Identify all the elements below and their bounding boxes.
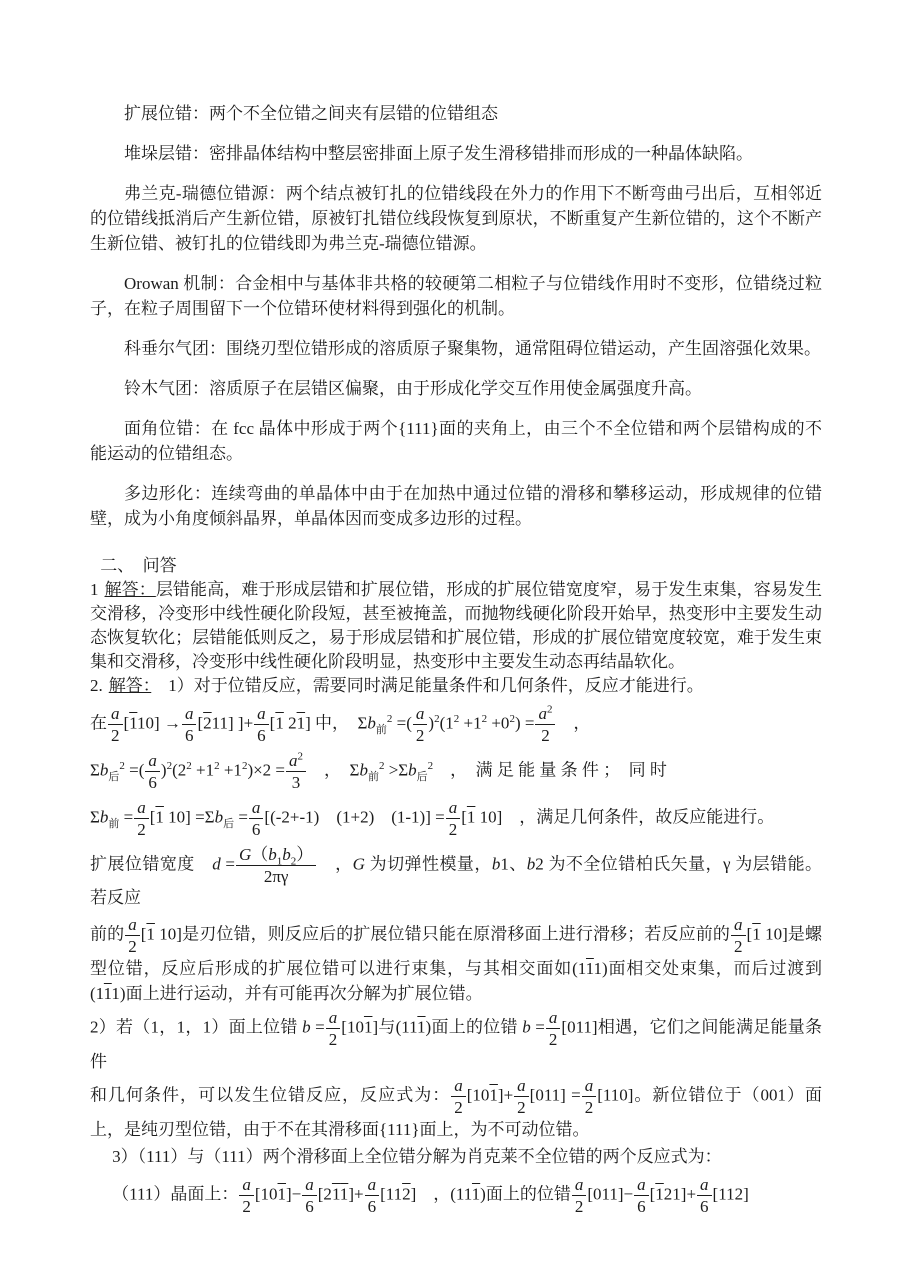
fraction: $\frac{a}{2}$ (238, 1175, 255, 1216)
overline-digit: 1 (585, 959, 594, 979)
fraction: $\frac{a^2}{2}$ (534, 704, 556, 745)
overline-digit: 1 (466, 807, 476, 827)
definition-paragraph: 弗兰克-瑞德位错源：两个结点被钉扎的位错线段在外力的作用下不断弯曲弓出后，互相邻近的位错线抵消后产生新位错，原被钉扎错位线段恢复到原状，不断重复产生新位错的，这个不断产生新位错、被钉扎的位错线即为弗兰克-瑞德位错源。 (90, 184, 822, 253)
fraction: $\frac{a}{2}$ (445, 798, 462, 839)
overline-digit: 1 (129, 713, 138, 733)
fraction: $\frac{a}{2}$ (450, 1076, 467, 1117)
formula-paragraph: 前的 $\frac{a}{2}$ [1 10]是刃位错，则反应后的扩展位错只能在原滑移面上进行滑移；若反应前的 $\frac{a}{2}$ [1 10]是螺型位错，反应后形成的扩展位错可以进行束集，与其相交面如(111)面相交处束集，而后过渡到(111)面上进行运动，并有可能再次分解为扩展位错。 (90, 915, 822, 1004)
formula-line: $\Sigma b_前$ = $\frac{a}{2}$ [1 $10] =\Sigma b_后$ = $\frac{a}{6}$ [(-2+-1) (1+2) (1-1)] = $\frac{a}{2}$ [1 10] ，满足几何条件，故反应能进行。 (90, 798, 775, 840)
fraction: $\frac{a}{6}$ (181, 704, 198, 745)
definition-paragraph: 面角位错：在 fcc 晶体中形成于两个{111}面的夹角上，由三个不全位错和两个层错构成的不能运动的位错组态。 (90, 419, 822, 463)
fraction: $\frac{G(b_1b_2)}{2\pi\gamma}$ (235, 845, 317, 886)
fraction: $\frac{a}{2}$ (571, 1175, 588, 1216)
fraction: $\frac{a}{2}$ (581, 1076, 598, 1117)
overline-digit: 1 (752, 924, 761, 944)
answer-paragraph: 2. 解答： 1）对于位错反应，需要同时满足能量条件和几何条件，反应才能进行。 (90, 676, 704, 695)
overline-digit: 1 (489, 1085, 498, 1105)
definition-paragraph: 科垂尔气团：围绕刃型位错形成的溶质原子聚集物，通常阻碍位错运动，产生固溶强化效果。 (124, 339, 821, 358)
formula-line: （111）晶面上： $\frac{a}{2}$ [101]− $\frac{a}{6}$ [211]+ $\frac{a}{6}$ [112] ，(111)面上的位错 $\frac{a}{2}$ [011]− $\frac{a}{6}$ [121]+ $\frac{a}{6}$ [112] (112, 1175, 749, 1217)
overline-digit: 1 (277, 1184, 287, 1204)
overline-digit: 1 (146, 924, 155, 944)
definition-paragraph: 铃木气团：溶质原子在层错区偏聚，由于形成化学交互作用使金属强度升高。 (124, 379, 702, 398)
document-content (90, 86, 822, 1223)
fraction: $\frac{a}{2}$ (325, 1008, 342, 1049)
fraction: $\frac{a}{6}$ (144, 751, 161, 792)
fraction: $\frac{a}{6}$ (633, 1175, 650, 1216)
fraction: $\frac{a}{2}$ (107, 704, 124, 745)
overline-digit: 1 (363, 1017, 373, 1037)
formula-paragraph: 3）（111）与（111）两个滑移面上全位错分解为肖克莱不全位错的两个反应式为： (112, 1147, 722, 1167)
overline-digit: 1 (275, 713, 284, 733)
answer-number: 2. (90, 676, 103, 695)
overline-digit: 1 (655, 1184, 664, 1204)
overline-digit: 1 (417, 1017, 426, 1037)
overline-digit: 1 (103, 984, 112, 1004)
overline-digit: 2 (402, 1184, 411, 1204)
fraction: $\frac{a}{2}$ (133, 798, 150, 839)
fraction: $\frac{a}{2}$ (124, 915, 141, 956)
answer-label-underlined: 解答： (104, 580, 156, 599)
overline-digit: 1 (331, 1184, 341, 1204)
fraction: $\frac{a}{6}$ (364, 1175, 381, 1216)
definition-paragraph: 扩展位错：两个不全位错之间夹有层错的位错组态 (124, 104, 498, 123)
overline-digit: 1 (296, 713, 306, 733)
fraction: $\frac{a}{2}$ (412, 704, 429, 745)
formula-line: 在 $\frac{a}{2}$ [110] → $\frac{a}{6}$ [211] ]+ $\frac{a}{6}$ [1 21] 中， $\Sigma b_前^2$ =( $\frac{a}{2}$ )$^2(1^2 +1^2 +0^2)$ = $\frac{a^2}{2}$ ， (90, 703, 591, 746)
fraction: $\frac{a}{2}$ (513, 1076, 530, 1117)
overline-digit: 2 (203, 713, 212, 733)
formula-line: 扩展位错宽度 d = $\frac{G(b_1b_2)}{2\pi\gamma}$ ，G 为切弹性模量，b1、b2 为不全位错柏氏矢量，γ 为层错能。若反应 (90, 845, 823, 908)
fraction: $\frac{a}{2}$ (730, 915, 747, 956)
overline-digit: 1 (340, 1184, 349, 1204)
fraction: $\frac{a}{2}$ (545, 1008, 562, 1049)
answer-paragraph: 1 解答：层错能高，难于形成层错和扩展位错，形成的扩展位错宽度窄，易于发生束集，容易发生交滑移，冷变形中线性硬化阶段短，甚至被掩盖，而抛物线硬化阶段开始早，热变形中主要发生动态恢复软化；层错能低则反之，易于形成层错和扩展位错，形成的扩展位错宽度较宽，难于发生束集和交滑移，冷变形中线性硬化阶段明显，热变形中主要发生动态再结晶软化。 (90, 580, 823, 671)
formula-line: $\Sigma b_后^2$ =( $\frac{a}{6}$ )$^2(2^2 +1^2 +1^2)\times 2$ = $\frac{a^2}{3}$ ， $\Sigma b_前^2 >\Sigma b_后^2$ ， 满 足 能 量 条 件 ； 同 时 (90, 750, 667, 793)
fraction: $\frac{a}{6}$ (248, 798, 265, 839)
fraction: $\frac{a}{6}$ (253, 704, 270, 745)
definition-paragraph: 堆垛层错：密排晶体结构中整层密排面上原子发生滑移错排而形成的一种晶体缺陷。 (124, 144, 753, 163)
fraction: $\frac{a}{6}$ (301, 1175, 318, 1216)
formula-paragraph: 和几何条件，可以发生位错反应，反应式为： $\frac{a}{2}$ [101]+ $\frac{a}{2}$ [011] = $\frac{a}{2}$ [110]。新位错位于（001）面上，是纯刃型位错，由于不在其滑移面{111}面上，为不可动位错。 (90, 1076, 823, 1140)
fraction: $\frac{a}{6}$ (696, 1175, 713, 1216)
fraction: $\frac{a^2}{3}$ (285, 751, 307, 792)
section-heading: 二、 问答 (100, 556, 177, 575)
definition-paragraph: 多边形化：连续弯曲的单晶体中由于在加热中通过位错的滑移和攀移运动，形成规律的位错壁，成为小角度倾斜晶界，单晶体因而变成多边形的过程。 (90, 484, 822, 528)
formula-paragraph: 2）若（1，1，1）面上位错 b = $\frac{a}{2}$ [101]与(111)面上的位错 b = $\frac{a}{2}$ [011]相遇，它们之间能满足能量条件 (90, 1008, 822, 1072)
answer-number: 1 (90, 580, 99, 599)
overline-digit: 1 (155, 807, 164, 827)
definition-paragraph: Orowan 机制：合金相中与基体非共格的较硬第二相粒子与位错线作用时不变形，位错绕过粒子，在粒子周围留下一个位错环使材料得到强化的机制。 (90, 274, 822, 318)
answer-label-underlined: 解答： (108, 676, 152, 695)
overline-digit: 1 (471, 1184, 481, 1204)
